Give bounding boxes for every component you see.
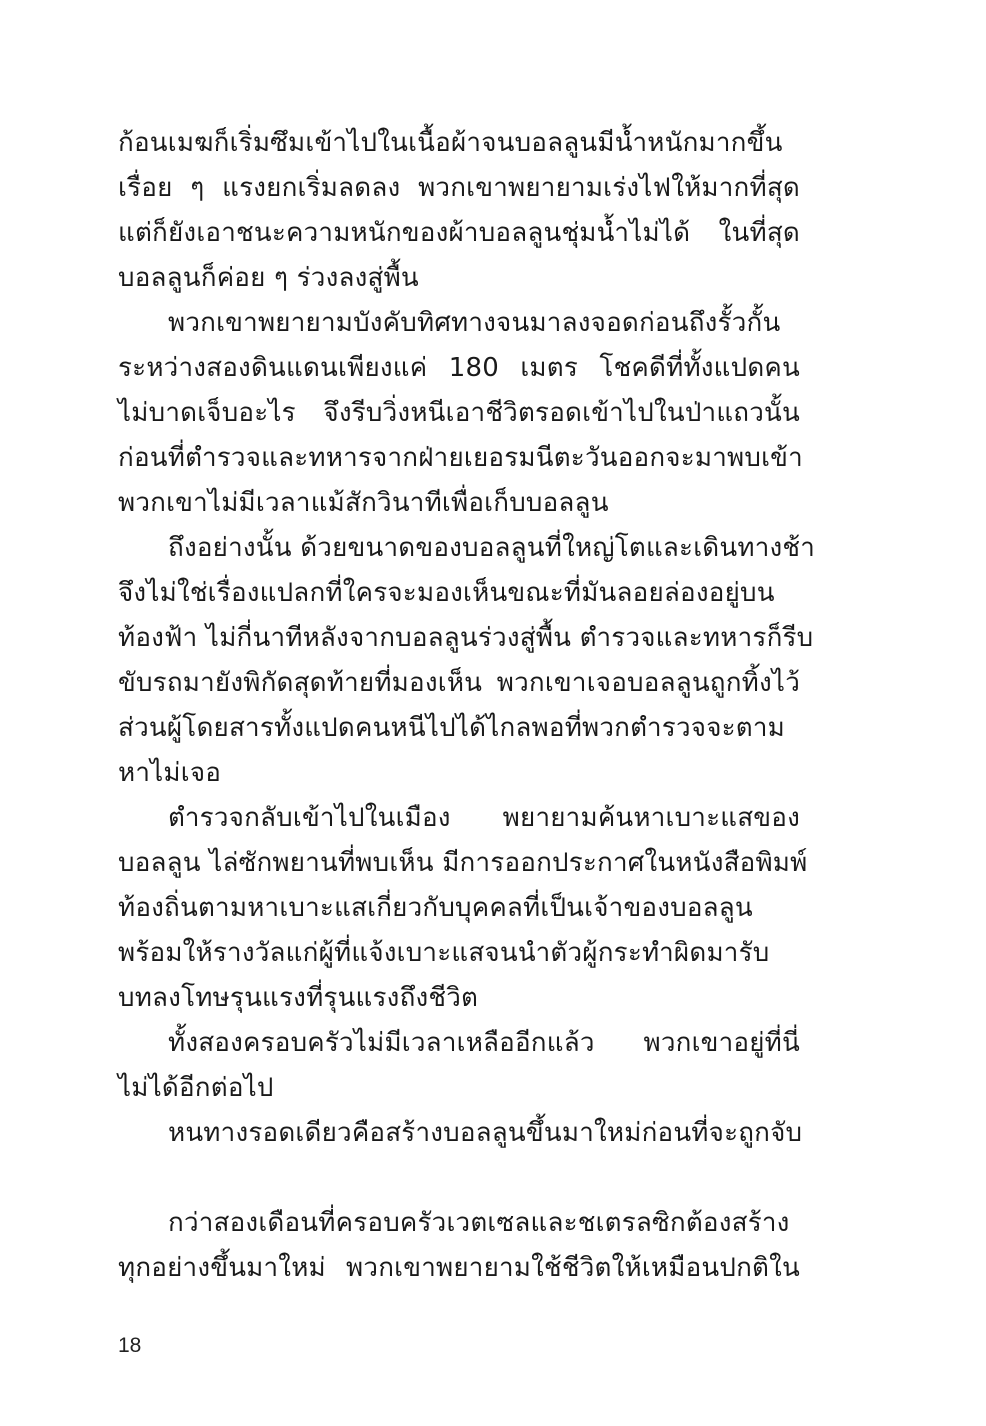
paragraph-2-line-3: ไม่บาดเจ็บอะไร จึงรีบวิ่งหนีเอาชีวิตรอดเข้าไปในป่าแถวนั้น [118,398,800,428]
paragraph-1-line-3: แต่ก็ยังเอาชนะความหนักของผ้าบอลลูนชุ่มน้ำไม่ได้ ในที่สุด [118,218,800,248]
paragraph-3-line-5: ส่วนผู้โดยสารทั้งแปดคนหนีไปได้ไกลพอที่พวกตำรวจจะตาม [118,713,786,743]
paragraph-2-line-1: พวกเขาพยายามบังคับทิศทางจนมาลงจอดก่อนถึงรั้วกั้น [168,308,781,338]
paragraph-3-line-3: ท้องฟ้า ไม่กี่นาทีหลังจากบอลลูนร่วงสู่พื้น ตำรวจและทหารก็รีบ [118,623,814,653]
paragraph-3-line-2: จึงไม่ใช่เรื่องแปลกที่ใครจะมองเห็นขณะที่มันลอยล่องอยู่บน [118,578,775,608]
paragraph-3-line-6: หาไม่เจอ [118,758,222,788]
paragraph-4-line-2: บอลลูน ไล่ซักพยานที่พบเห็น มีการออกประกาศในหนังสือพิมพ์ [118,848,808,878]
paragraph-6-line-1: หนทางรอดเดียวคือสร้างบอลลูนขึ้นมาใหม่ก่อนที่จะถูกจับ [168,1118,803,1148]
paragraph-2-line-2: ระหว่างสองดินแดนเพียงแค่ 180 เมตร โชคดีที่ทั้งแปดคน [118,353,800,383]
paragraph-7-line-2: ทุกอย่างขึ้นมาใหม่ พวกเขาพยายามใช้ชีวิตให้เหมือนปกติใน [118,1253,800,1283]
paragraph-1-line-4: บอลลูนก็ค่อย ๆ ร่วงลงสู่พื้น [118,263,419,293]
paragraph-3-line-1: ถึงอย่างนั้น ด้วยขนาดของบอลลูนที่ใหญ่โตและเดินทางช้า [168,533,816,563]
paragraph-7-line-1: กว่าสองเดือนที่ครอบครัวเวตเซลและชเตรลซิกต้องสร้าง [168,1208,790,1238]
paragraph-5-line-1: ทั้งสองครอบครัวไม่มีเวลาเหลืออีกแล้ว พวกเขาอยู่ที่นี่ [168,1028,800,1058]
paragraph-1-line-2: เรื่อย ๆ แรงยกเริ่มลดลง พวกเขาพยายามเร่งไฟให้มากที่สุด [118,173,800,203]
paragraph-3-line-4: ขับรถมายังพิกัดสุดท้ายที่มองเห็น พวกเขาเจอบอลลูนถูกทิ้งไว้ [118,668,800,698]
paragraph-2-line-5: พวกเขาไม่มีเวลาแม้สักวินาทีเพื่อเก็บบอลลูน [118,488,609,518]
page-number: 18 [118,1334,142,1357]
paragraph-4-line-4: พร้อมให้รางวัลแก่ผู้ที่แจ้งเบาะแสจนนำตัวผู้กระทำผิดมารับ [118,938,770,968]
paragraph-1-line-1: ก้อนเมฆก็เริ่มซึมเข้าไปในเนื้อผ้าจนบอลลูนมีน้ำหนักมากขึ้น [118,128,783,158]
paragraph-5-line-2: ไม่ได้อีกต่อไป [118,1073,274,1103]
body-text [118,121,816,1291]
section-break [118,1156,800,1201]
paragraph-2-line-4: ก่อนที่ตำรวจและทหารจากฝ่ายเยอรมนีตะวันออกจะมาพบเข้า [118,443,803,473]
paragraph-4-line-1: ตำรวจกลับเข้าไปในเมือง พยายามค้นหาเบาะแสของ [168,803,800,833]
paragraph-4-line-5: บทลงโทษรุนแรงที่รุนแรงถึงชีวิต [118,983,479,1013]
paragraph-4-line-3: ท้องถิ่นตามหาเบาะแสเกี่ยวกับบุคคลที่เป็นเจ้าของบอลลูน [118,893,753,923]
